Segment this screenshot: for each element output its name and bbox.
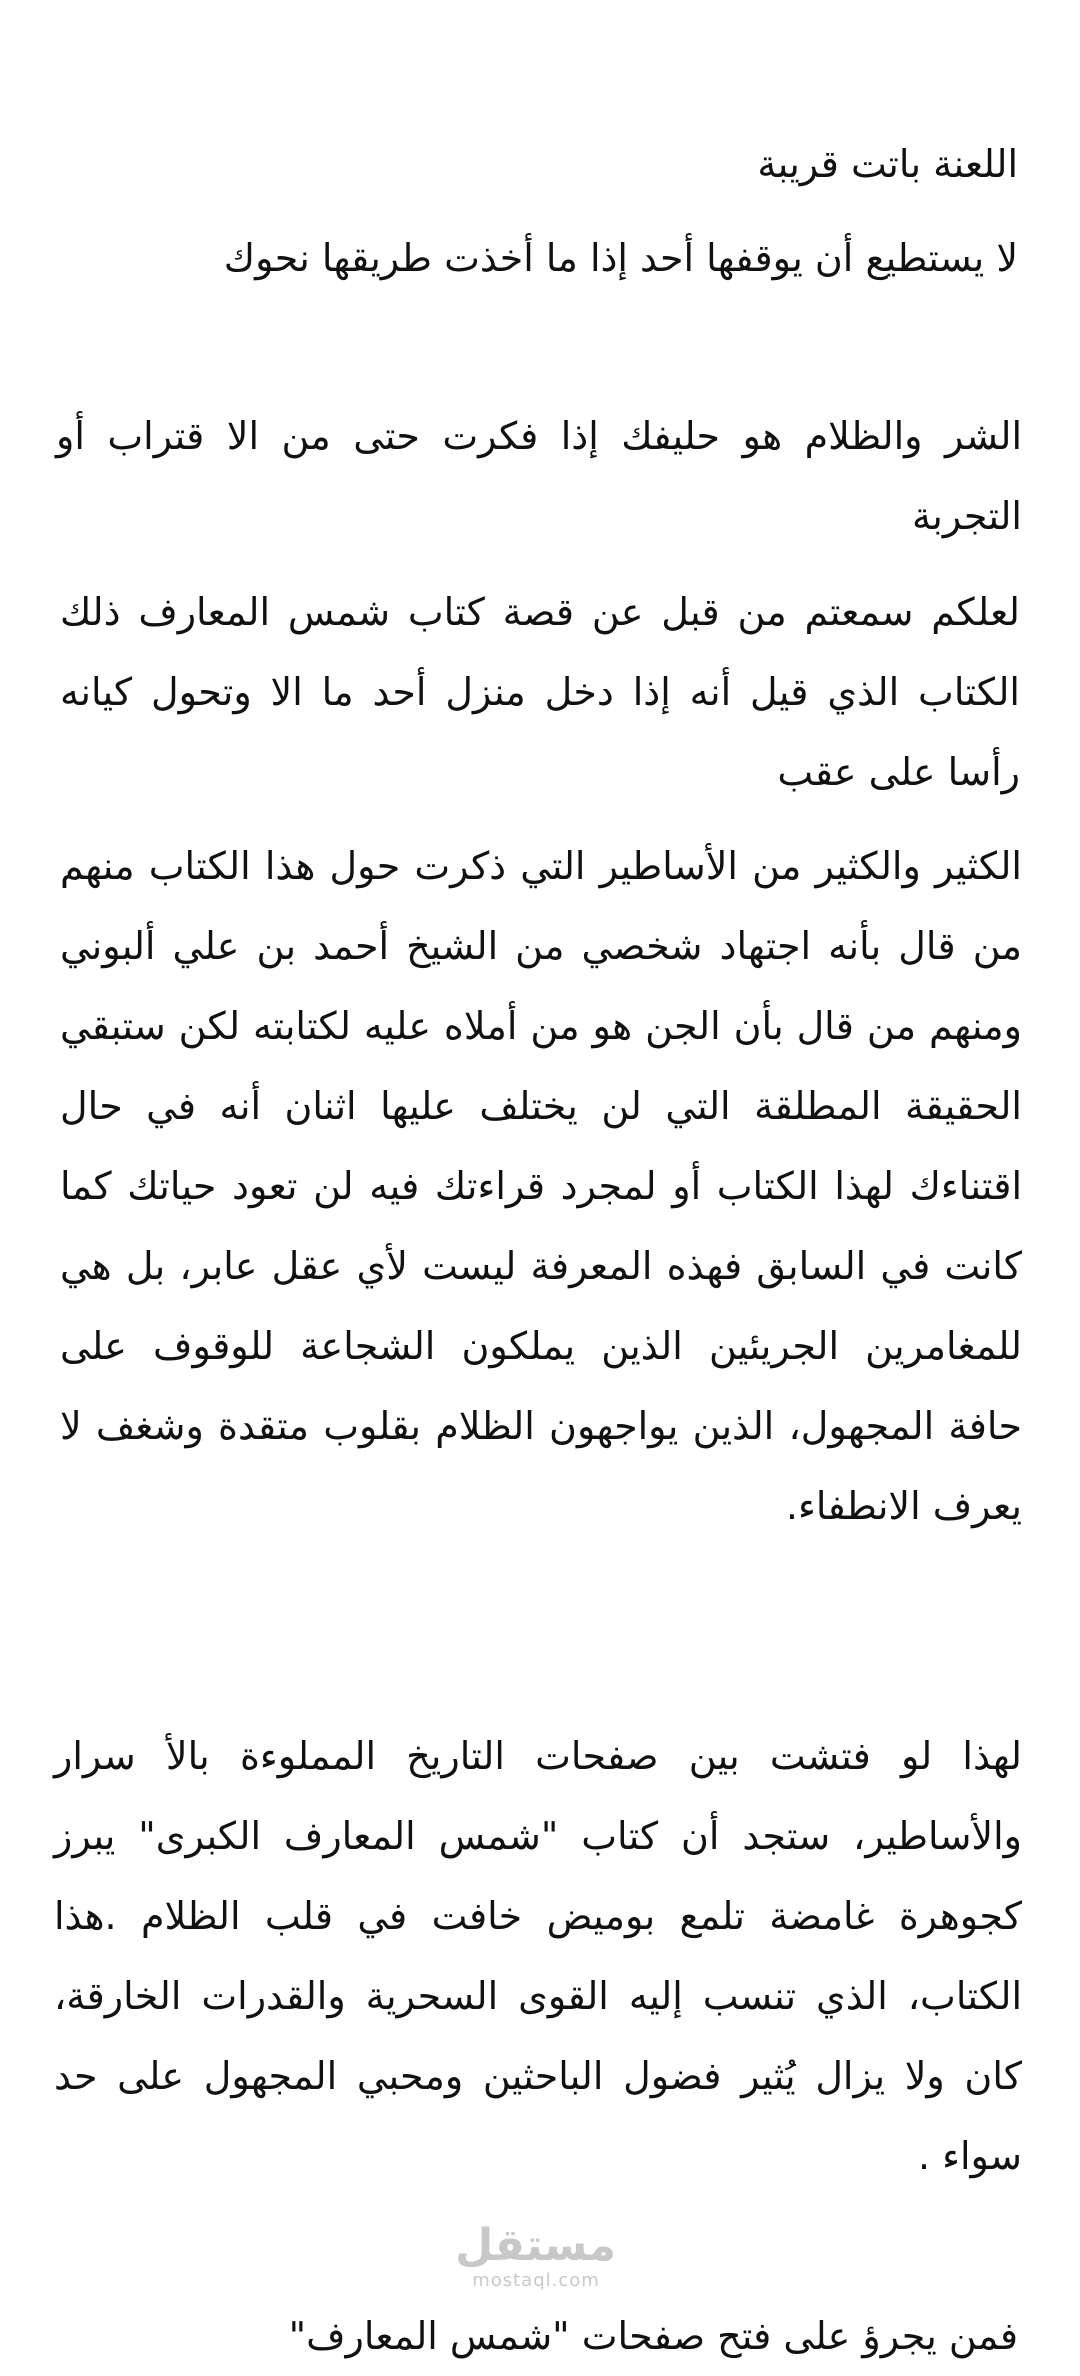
paragraph-2: لا يستطيع أن يوقفها أحد إذا ما أخذت طريقها نحوك (223, 236, 1018, 280)
mostaql-watermark (456, 2222, 616, 2292)
paragraph-6: لهذا لو فتشت بين صفحات التاريخ المملوءة بالأ سرار والأساطير، ستجد أن كتاب "شمس المعارف الكبرى" يبرز كجوهرة غامضة تلمع بوميض خافت في قلب الظلام .هذا الكتاب، الذي تنسب إليه القوى السحرية والقدرات الخارقة، كان ولا يزال يُثير فضول الباحثين ومحبي المجهول على حد سواء . (54, 1734, 1022, 2178)
paragraph-3: الشر والظلام هو حليفك إذا فكرت حتى من الا قتراب أو التجربة (56, 414, 1022, 538)
watermark-arabic: مستقل (455, 2220, 616, 2271)
watermark-latin: mostaql.com (472, 2270, 600, 2291)
paragraph-1: اللعنة باتت قريبة (757, 142, 1018, 186)
paragraph-4: لعلكم سمعتم من قبل عن قصة كتاب شمس المعارف ذلك الكتاب الذي قيل أنه إذا دخل منزل أحد ما الا وتحول كيانه رأسا على عقب (60, 590, 1020, 794)
paragraph-5: الكثير والكثير من الأساطير التي ذكرت حول هذا الكتاب منهم من قال بأنه اجتهاد شخصي من الشيخ أحمد بن علي ألبوني ومنهم من قال بأن الجن هو من أملاه عليه لكتابته لكن ستبقي الحقيقة المطلقة التي لن يختلف عليها اثنان أنه في حال اقتناءك لهذا الكتاب أو لمجرد قراءتك فيه لن تعود حياتك كما كانت في السابق فهذه المعرفة ليست لأي عقل عابر، بل هي للمغامرين الجريئين الذين يملكون الشجاعة للوقوف على حافة المجهول، الذين يواجهون الظلام بقلوب متقدة وشغف لا يعرف الانطفاء. (60, 844, 1022, 1528)
paragraph-7: فمن يجرؤ على فتح صفحات "شمس المعارف" (288, 2314, 1018, 2358)
